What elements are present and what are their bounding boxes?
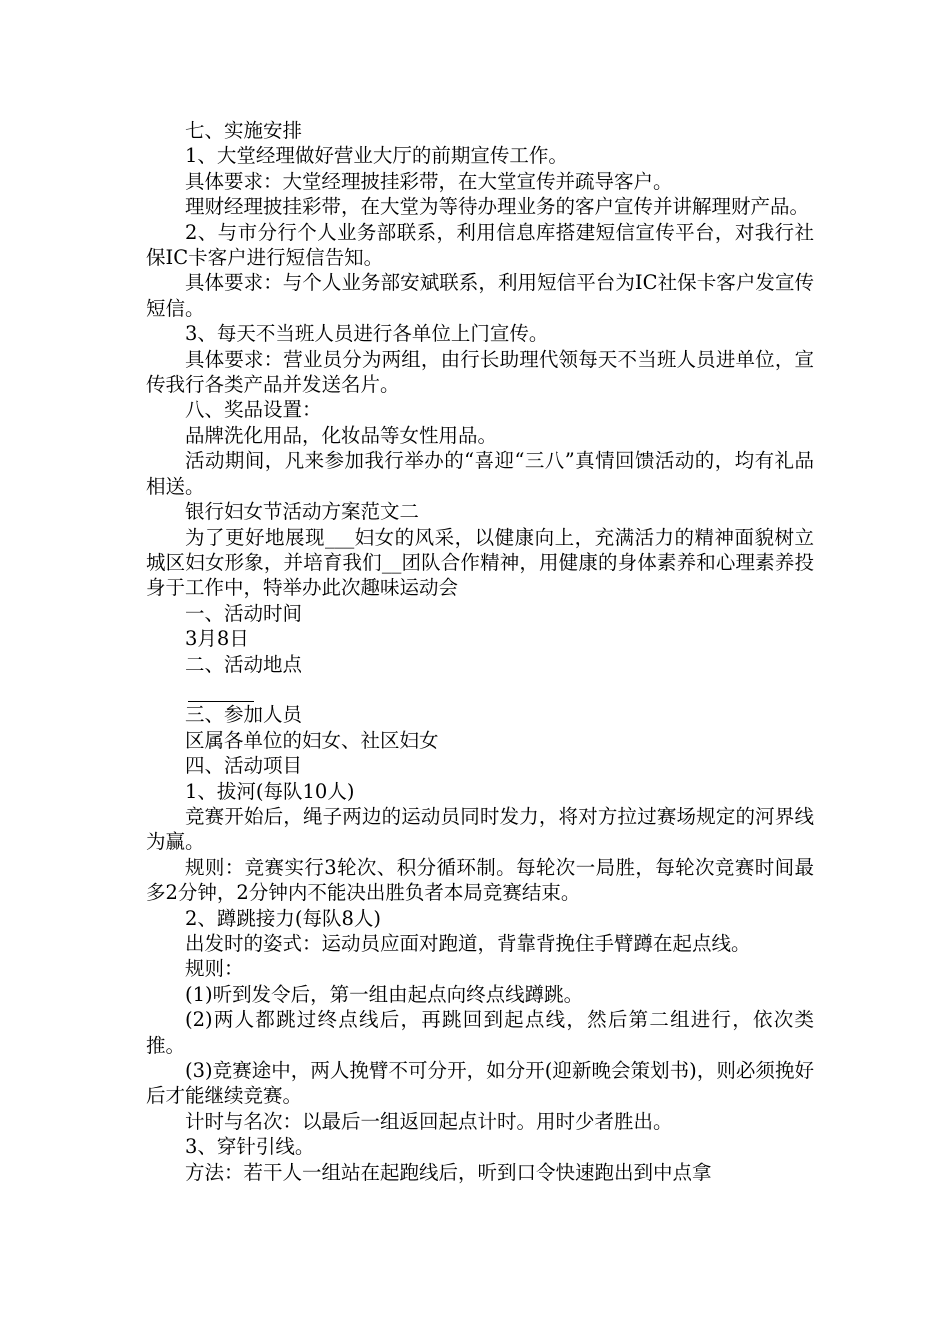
paragraph: 竞赛开始后，绳子两边的运动员同时发力，将对方拉过赛场规定的河界线为赢。 xyxy=(146,804,814,854)
section-heading: 七、实施安排 xyxy=(185,119,303,142)
paragraph: 具体要求：与个人业务部安斌联系，利用短信平台为IC社保卡客户发宣传短信。 xyxy=(146,271,814,320)
section-heading: 一、活动时间 xyxy=(185,601,303,625)
section-heading: 四、活动项目 xyxy=(185,754,303,778)
paragraph: 活动期间，凡来参加我行举办的“喜迎“三八”真情回馈活动的，均有礼品相送。 xyxy=(146,449,814,498)
paragraph: 规则：竞赛实行3轮次、积分循环制。每轮次一局胜，每轮次竞赛时间最多2分钟，2分钟内不能决出胜负者本局竞赛结束。 xyxy=(146,855,814,905)
paragraph: 具体要求：大堂经理披挂彩带，在大堂宣传并疏导客户。 xyxy=(185,169,673,193)
blank-underline xyxy=(188,677,254,702)
paragraph: 区属各单位的妇女、社区妇女 xyxy=(185,728,439,752)
paragraph: (2)两人都跳过终点线后，再跳回到起点线，然后第二组进行，依次类推。 xyxy=(146,1008,814,1057)
paragraph: 2、与市分行个人业务部联系，利用信息库搭建短信宣传平台，对我行社保IC卡客户进行短信告知。 xyxy=(146,220,814,270)
section-heading: 八、奖品设置： xyxy=(185,398,322,422)
document-subtitle: 银行妇女节活动方案范文二 xyxy=(185,500,420,524)
paragraph: 3、穿针引线。 xyxy=(185,1135,315,1159)
paragraph: 2、蹲跳接力(每队8人) xyxy=(185,906,382,930)
paragraph: 规则： xyxy=(185,957,244,981)
document-body xyxy=(146,118,814,1185)
paragraph: 为了更好地展现___妇女的风采，以健康向上，充满活力的精神面貌树立城区妇女形象，并培育我们__团队合作精神，用健康的身体素养和心理素养投身于工作中，特举办此次趣味运动会 xyxy=(146,525,814,600)
paragraph: 具体要求：营业员分为两组，由行长助理代领每天不当班人员进单位，宣传我行各类产品并发送名片。 xyxy=(146,347,814,397)
paragraph: 1、大堂经理做好营业大厅的前期宣传工作。 xyxy=(185,144,568,168)
paragraph: 理财经理披挂彩带，在大堂为等待办理业务的客户宣传并讲解理财产品。 xyxy=(185,195,810,219)
section-heading: 三、参加人员 xyxy=(185,703,303,727)
section-heading: 二、活动地点 xyxy=(185,652,303,676)
paragraph: 3月8日 xyxy=(185,627,249,651)
paragraph: 出发时的姿式：运动员应面对跑道，背靠背挽住手臂蹲在起点线。 xyxy=(185,931,751,955)
paragraph: (3)竞赛途中，两人挽臂不可分开，如分开(迎新晚会策划书)，则必须挽好后才能继续竞赛。 xyxy=(146,1059,814,1108)
paragraph: 品牌洗化用品，化妆品等女性用品。 xyxy=(185,423,498,447)
paragraph: 方法：若干人一组站在起跑线后，听到口令快速跑出到中点拿 xyxy=(185,1160,712,1184)
paragraph: 1、拔河(每队10人) xyxy=(185,779,355,803)
paragraph: 计时与名次：以最后一组返回起点计时。用时少者胜出。 xyxy=(185,1109,673,1133)
paragraph: 3、每天不当班人员进行各单位上门宣传。 xyxy=(185,322,549,346)
paragraph: (1)听到发令后，第一组由起点向终点线蹲跳。 xyxy=(185,982,584,1006)
